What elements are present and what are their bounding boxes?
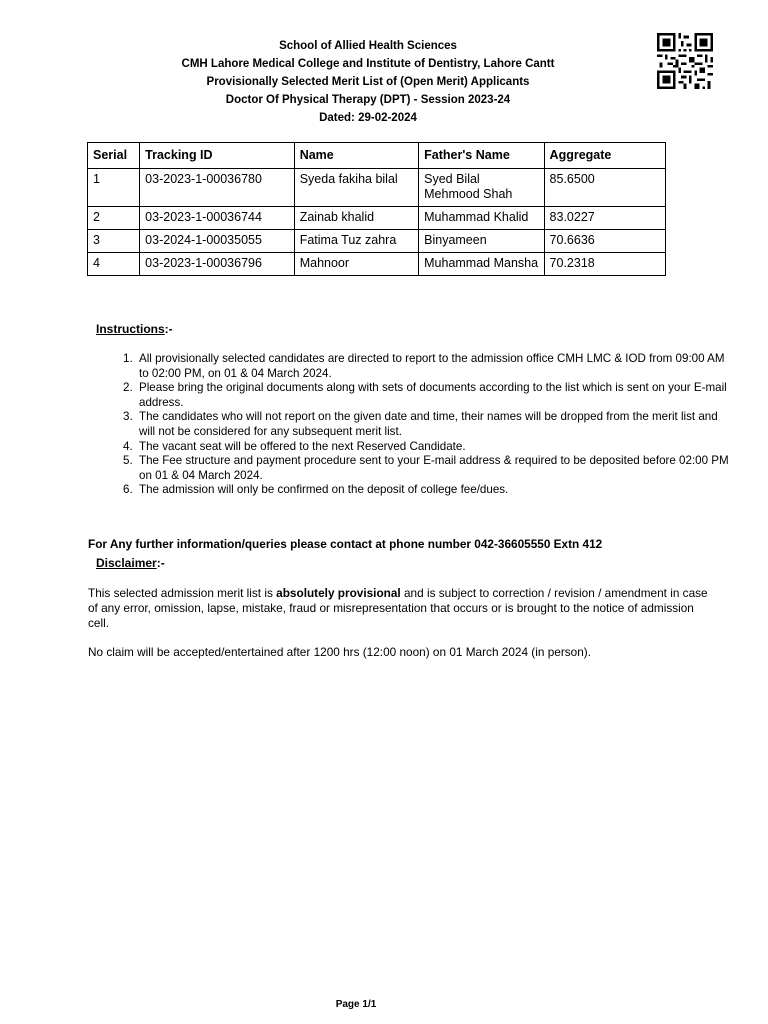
table-header-row: [88, 143, 666, 169]
cell-tracking-id: 03-2023-1-00036796: [140, 253, 295, 276]
list-item-text: Please bring the original documents along with sets of documents according to the list which is sent on your E-mail address.: [139, 381, 727, 409]
instructions-title: Instructions: [96, 322, 165, 336]
list-item-number: 2.: [123, 381, 133, 395]
merit-list-table: [87, 142, 666, 276]
disclaimer-title-suffix: :-: [156, 556, 165, 570]
cell-fathers-name: Muhammad Khalid: [419, 207, 544, 230]
instructions-list: [123, 352, 729, 498]
cell-serial: 2: [88, 207, 140, 230]
table-row: [88, 230, 666, 253]
list-item: [123, 454, 729, 483]
cell-fathers-name: Syed Bilal Mehmood Shah: [419, 169, 544, 207]
disclaimer-text-end: and is subject to correction / revision / amendment in case of any error, omission, lapse, mistake, fraud or misrepresentation that occurs or is brought to the notice of admission cell.: [88, 586, 708, 630]
disclaimer-text: [88, 586, 718, 631]
list-item-number: 6.: [123, 483, 133, 497]
cell-tracking-id: 03-2023-1-00036780: [140, 169, 295, 207]
header-aggregate: Aggregate: [544, 143, 665, 169]
header-fathers-name: Father's Name: [419, 143, 544, 169]
cell-tracking-id: 03-2024-1-00035055: [140, 230, 295, 253]
cell-aggregate: 83.0227: [544, 207, 665, 230]
cell-fathers-name: Binyameen: [419, 230, 544, 253]
cell-aggregate: 85.6500: [544, 169, 665, 207]
list-item-number: 4.: [123, 439, 133, 453]
header-serial: Serial: [88, 143, 140, 169]
list-item-text: The admission will only be confirmed on the deposit of college fee/dues.: [139, 483, 509, 497]
table-row: [88, 169, 666, 207]
qr-code-icon: [657, 33, 713, 89]
cell-tracking-id: 03-2023-1-00036744: [140, 207, 295, 230]
disclaimer-text-start: This selected admission merit list is: [88, 586, 277, 600]
cell-aggregate: 70.2318: [544, 253, 665, 276]
header-name: Name: [294, 143, 418, 169]
list-item-text: The candidates who will not report on the given date and time, their names will be dropped from the merit list and will not be considered for any subsequent merit list.: [139, 410, 718, 438]
cell-serial: 1: [88, 169, 140, 207]
list-title: Provisionally Selected Merit List of (Open Merit) Applicants: [206, 76, 530, 88]
list-item-text: The vacant seat will be offered to the next Reserved Candidate.: [139, 439, 466, 453]
disclaimer-title: Disclaimer: [96, 556, 157, 570]
cell-fathers-name: Muhammad Mansha: [419, 253, 544, 276]
no-claim-notice: No claim will be accepted/entertained after 1200 hrs (12:00 noon) on 01 March 2024 (in person).: [88, 645, 591, 659]
college-name: CMH Lahore Medical College and Institute of Dentistry, Lahore Cantt: [181, 58, 555, 70]
list-item-text: All provisionally selected candidates are directed to report to the admission office CMH LMC & IOD from 09:00 AM to 02:00 PM, on 01 & 04 March 2024.: [139, 352, 725, 380]
table-row: [88, 253, 666, 276]
cell-name: Fatima Tuz zahra: [294, 230, 418, 253]
cell-serial: 4: [88, 253, 140, 276]
program-session: Doctor Of Physical Therapy (DPT) - Session 2023-24: [225, 94, 511, 106]
table-row: [88, 207, 666, 230]
cell-serial: 3: [88, 230, 140, 253]
list-item: [123, 352, 729, 381]
disclaimer-heading: [96, 556, 165, 570]
instructions-title-suffix: :-: [164, 322, 173, 336]
contact-info: For Any further information/queries please contact at phone number 042-36605550 Extn 412: [88, 537, 603, 551]
list-item: [123, 381, 729, 410]
page-number: Page 1/1: [335, 999, 377, 1010]
list-item-number: 3.: [123, 410, 133, 424]
instructions-heading: [96, 322, 173, 336]
disclaimer-emphasis: absolutely provisional: [276, 586, 401, 600]
list-item-number: 1.: [123, 352, 133, 365]
list-item: [123, 439, 729, 455]
cell-name: Syeda fakiha bilal: [294, 169, 418, 207]
cell-name: Mahnoor: [294, 253, 418, 276]
list-item-number: 5.: [123, 454, 133, 468]
list-item-text: The Fee structure and payment procedure sent to your E-mail address & required to be deposited before 02:00 PM on 01 & 04 March 2024.: [139, 454, 729, 482]
list-item: [123, 410, 729, 439]
list-item: [123, 483, 729, 498]
date-line: Dated: 29-02-2024: [319, 112, 417, 124]
document-header: [88, 37, 648, 127]
cell-name: Zainab khalid: [294, 207, 418, 230]
school-name: School of Allied Health Sciences: [279, 40, 457, 52]
cell-aggregate: 70.6636: [544, 230, 665, 253]
header-tracking-id: Tracking ID: [140, 143, 295, 169]
